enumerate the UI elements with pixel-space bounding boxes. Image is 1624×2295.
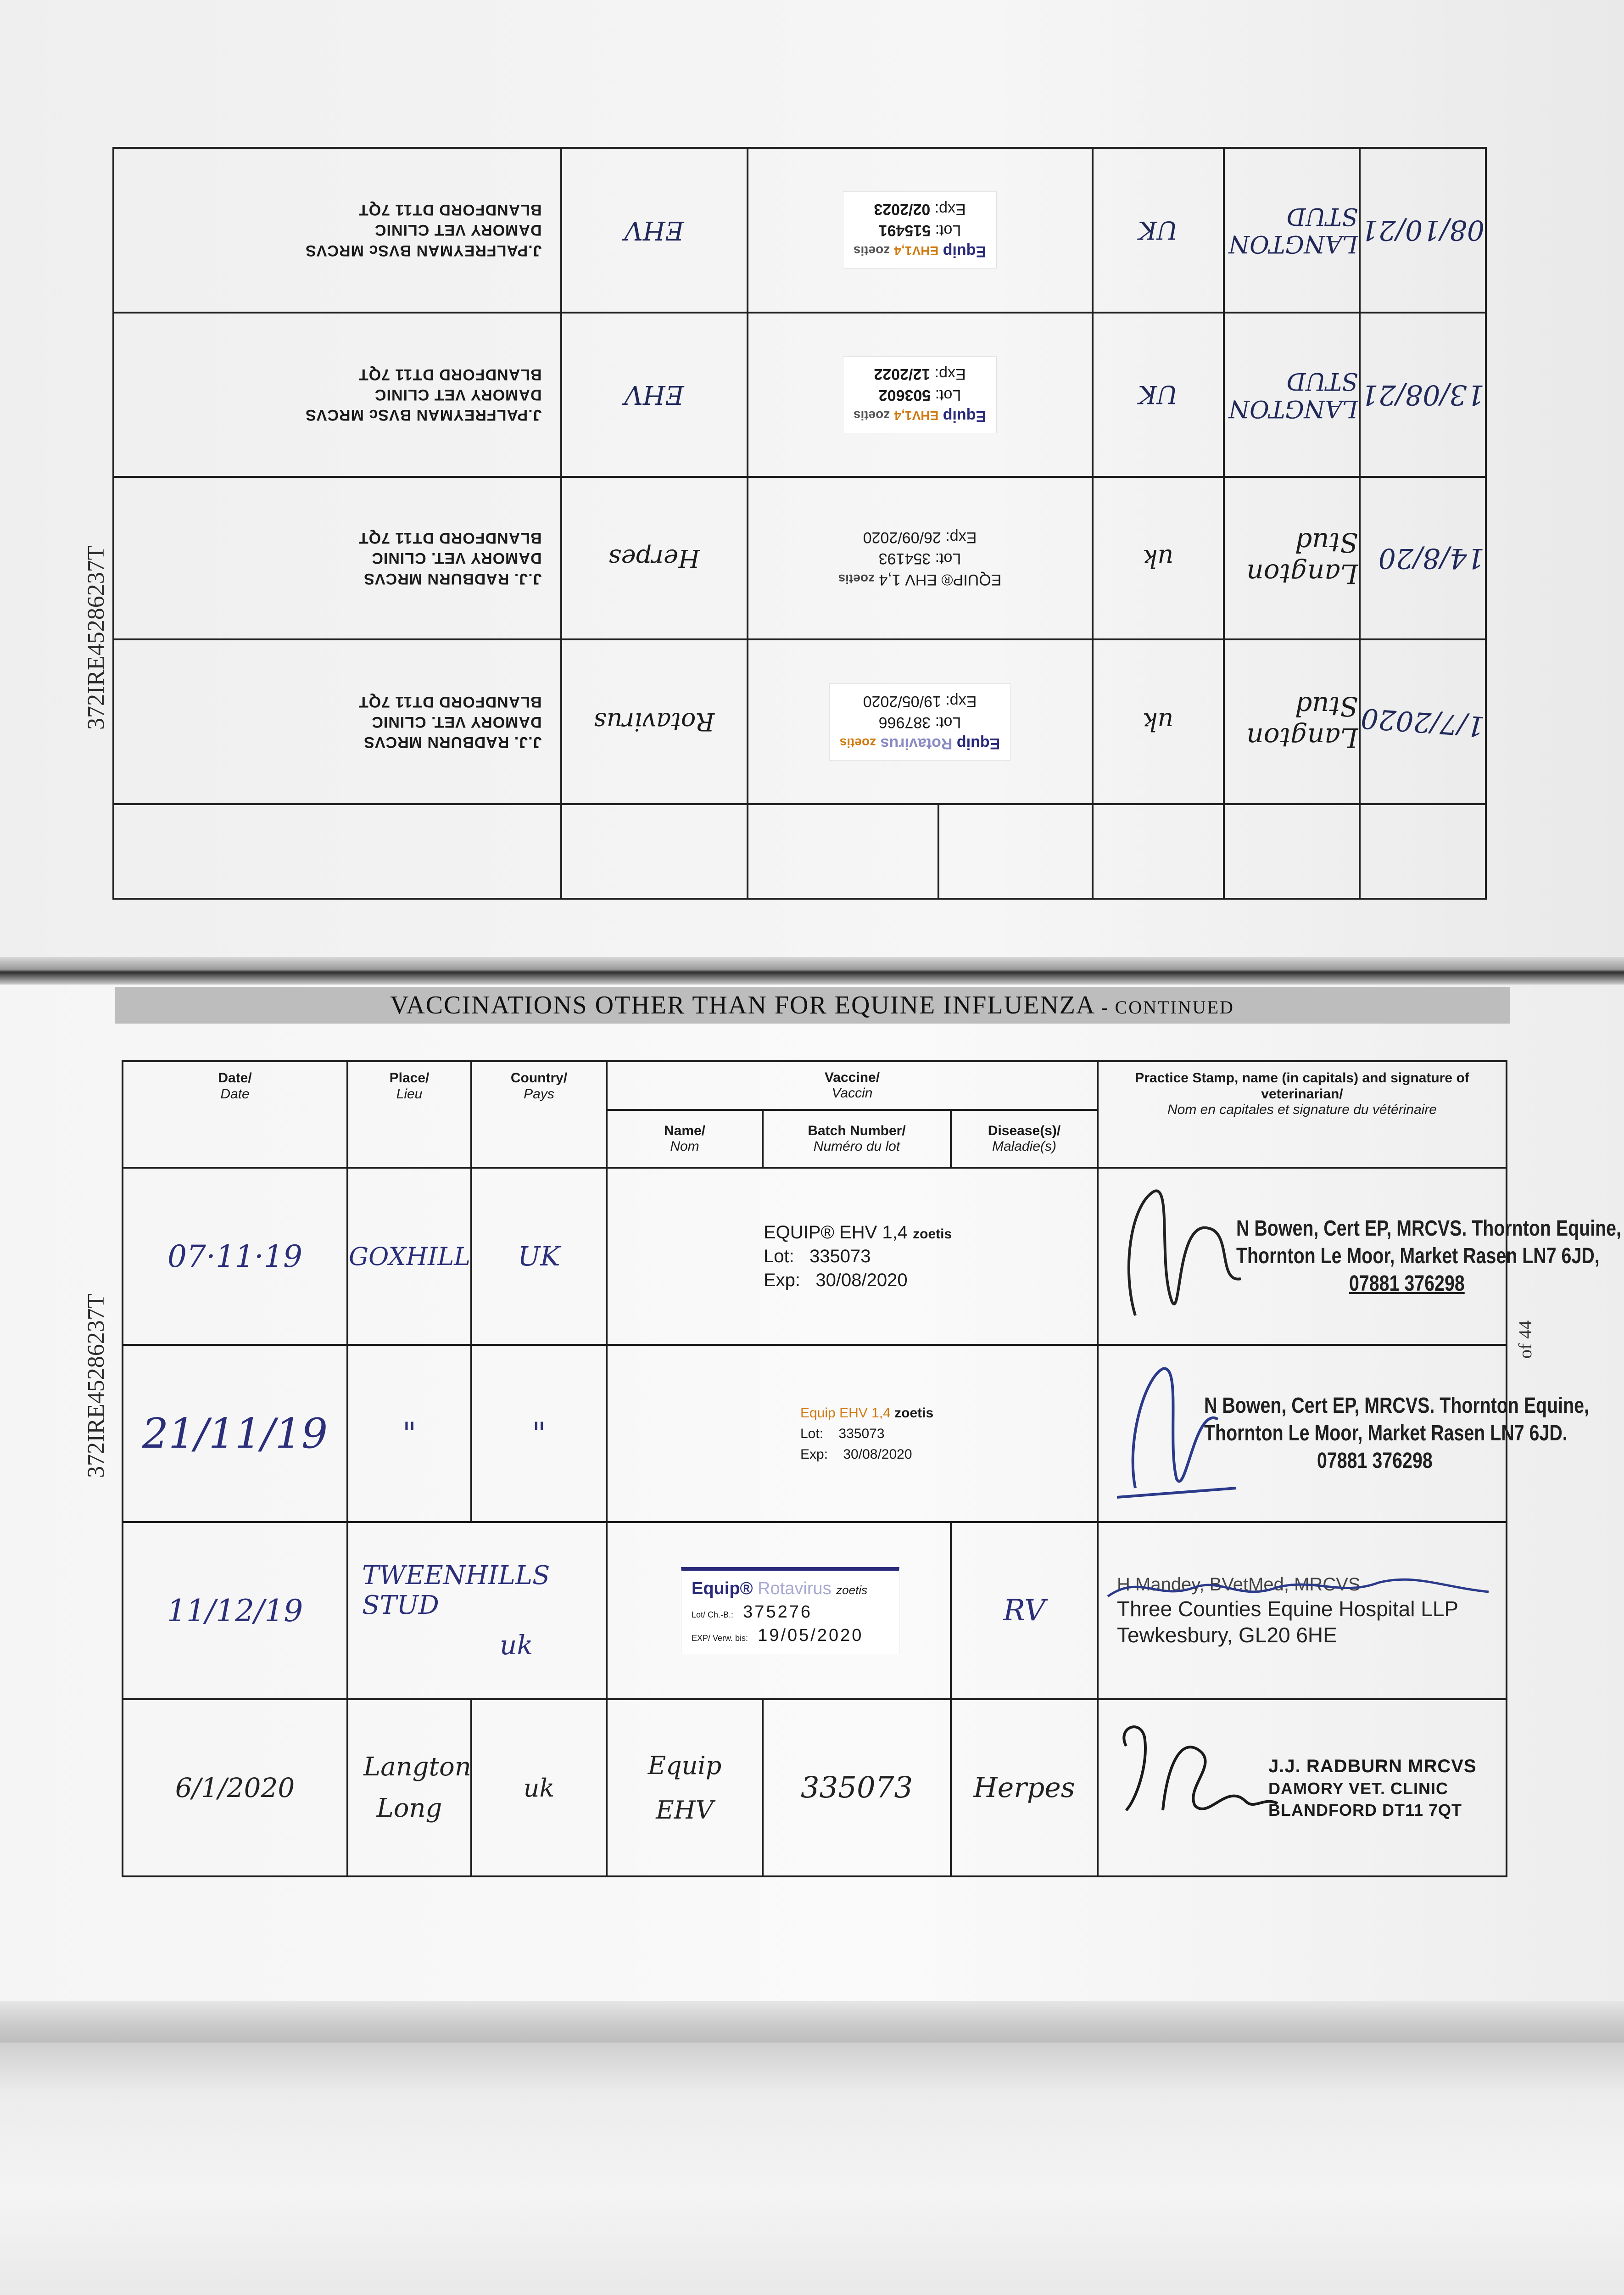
name-cell [607,1699,763,1876]
header-name-en: Name/ [664,1123,706,1138]
sticker-lot: 515491 [878,222,931,240]
faded-header-row [113,804,1486,899]
header-disease [951,1110,1098,1168]
name-value: Equip EHV [647,1751,722,1825]
header-batch [763,1110,951,1168]
header-batch-en: Batch Number/ [808,1123,906,1138]
disease-cell: Herpes [608,543,700,573]
page-edge [0,2001,1624,2043]
sticker-lot: 335073 [809,1246,871,1266]
date-cell [123,1168,347,1345]
vet-stamp-line: BLANDFORD DT11 7QT [358,529,542,547]
vaccine-sticker [764,1220,1096,1292]
table-row [113,639,1486,804]
table-row [113,477,1486,639]
header-practice-fr: Nom en capitales et signature du vétérinaire [1167,1102,1437,1117]
sticker-brand-suffix: EHV1,4 [894,244,939,258]
table-row [113,148,1486,313]
sticker-lot-label: Lot: [935,386,961,404]
sticker-lot: 375276 [743,1602,812,1622]
place-cell: LANGTON STUD [1228,367,1358,422]
table-row [123,1345,1507,1522]
country-cell: UK [1138,380,1178,409]
sticker-lot: 387966 [878,713,931,731]
sticker-exp: 12/2022 [874,365,931,383]
batch-cell [763,1699,951,1876]
vet-stamp-line: J.J. RADBURN MRCVS [363,570,542,588]
passport-id-bottom: 372IRE45286237T [83,1293,109,1478]
vaccine-cell [607,1522,951,1699]
vet-stamp-line: DAMORY VET CLINIC [374,386,542,403]
sticker-exp-label: Exp: [934,201,966,218]
sticker-brand: Equip EHV 1,4 [800,1405,891,1421]
page-gutter [0,957,1624,985]
sticker-exp: 26/09/2020 [863,529,941,547]
header-practice-en: Practice Stamp, name (in capitals) and signature of veterinarian/ [1135,1070,1469,1102]
disease-value: Herpes [973,1772,1075,1804]
vet-stamp-line: 07881 376298 [1317,1449,1433,1473]
header-row [123,1061,1507,1110]
sticker-maker: zoetis [839,735,876,750]
country-cell: uk [1142,543,1174,573]
sticker-brand: Equip [956,734,1000,752]
vet-stamp-line: DAMORY VET CLINIC [374,221,542,239]
vet-stamp-line: DAMORY VET. CLINIC [371,713,542,731]
header-vaccine-en: Vaccine/ [824,1069,880,1085]
vaccine-sticker [681,1567,899,1655]
vet-signature [1108,1709,1291,1847]
date-value: 07·11·19 [167,1238,302,1274]
header-country-fr: Pays [524,1086,554,1102]
table-row [113,313,1486,477]
sticker-maker: zoetis [836,1583,868,1597]
sticker-lot-label: Lot: [800,1426,824,1441]
sticker-exp: 19/05/2020 [758,1626,864,1646]
header-country [471,1061,607,1168]
sticker-maker: zoetis [894,1405,934,1421]
vet-stamp [115,200,542,261]
sticker-exp-label: EXP/ Verw. bis: [692,1634,748,1643]
sticker-lot: 503602 [878,386,931,404]
sticker-maker: zoetis [853,244,890,258]
country-cell [471,1168,607,1345]
sticker-brand-suffix: EHV1,4 [894,408,939,423]
sticker-maker: zoetis [853,408,890,423]
country-cell [471,1345,607,1522]
header-name-fr: Nom [670,1139,699,1154]
sticker-maker: zoetis [913,1226,952,1242]
vet-stamp-line: BLANDFORD DT11 7QT [1268,1801,1462,1819]
place-cell [347,1168,471,1345]
place-cell: LANGTON STUD [1228,202,1358,258]
vet-stamp-line: N Bowen, Cert EP, MRCVS. Thornton Equine, [1236,1216,1622,1241]
sticker-lot-label: Lot/ Ch.-B.: [692,1610,734,1619]
vet-cell [1098,1522,1507,1699]
date-cell [123,1699,347,1876]
section-title-main: VACCINATIONS OTHER THAN FOR EQUINE INFLUENZA [390,991,1094,1019]
disease-value: RV [1003,1594,1046,1628]
vaccine-cell [607,1168,1098,1345]
vet-stamp [115,528,542,589]
upside-down-vaccination-table [112,147,1487,900]
sticker-maker: zoetis [838,572,875,587]
vaccine-sticker [828,520,1012,596]
date-cell: 08/10/21 [1361,214,1484,246]
sticker-lot-label: Lot: [935,713,961,731]
sticker-exp-label: Exp: [945,529,977,547]
country-value: UK [518,1241,560,1272]
vet-stamp-line: Tewkesbury, GL20 6HE [1117,1623,1337,1647]
header-place-fr: Lieu [396,1086,423,1102]
table-row [123,1168,1507,1345]
vet-stamp-line: Thornton Le Moor, Market Rasen LN7 6JD. [1204,1421,1568,1445]
date-cell: 14/8/20 [1378,542,1484,575]
sticker-brand: Equip [943,407,987,425]
header-batch-fr: Numéro du lot [813,1139,900,1154]
country-value: uk [500,1629,533,1661]
header-disease-en: Disease(s)/ [988,1123,1061,1138]
date-value: 11/12/19 [167,1593,303,1629]
vet-stamp-line: Thornton Le Moor, Market Rasen LN7 6JD, [1236,1244,1600,1268]
vaccine-cell [607,1345,1098,1522]
sticker-exp: 30/08/2020 [815,1270,908,1290]
place-cell: Langton Stud [1246,690,1358,753]
vet-cell [1098,1345,1590,1522]
disease-cell [951,1699,1098,1876]
passport-id-top: 372IRE45286237T [83,545,109,730]
sticker-exp: 02/2023 [874,201,931,218]
date-cell [123,1345,347,1522]
sticker-lot-label: Lot: [764,1246,794,1266]
country-cell: uk [1142,707,1174,737]
vaccine-sticker [800,1403,1096,1465]
page-number: of 44 [1515,1320,1535,1359]
vaccine-sticker [843,356,997,433]
date-cell: 13/08/21 [1361,378,1484,411]
sticker-lot-label: Lot: [935,550,961,568]
sticker-brand-suffix: Rotavirus [758,1579,832,1598]
country-value: uk [523,1773,555,1802]
sticker-exp: 30/08/2020 [843,1446,912,1462]
vet-signature [1103,1569,1498,1610]
disease-cell [951,1522,1098,1699]
sticker-exp: 19/05/2020 [863,692,941,710]
place-cell [347,1699,471,1876]
vet-stamp-line: BLANDFORD DT11 7QT [358,365,542,383]
header-place-en: Place/ [389,1070,430,1086]
date-value: 21/11/19 [142,1409,328,1458]
table-row [123,1522,1507,1699]
place-cell [347,1522,607,1699]
vet-stamp-line: DAMORY VET. CLINIC [1268,1779,1449,1798]
vet-stamp-line: J.J. RADBURN MRCVS [1268,1756,1477,1777]
disease-cell: EHV [624,215,684,245]
header-date-fr: Date [220,1086,250,1102]
header-place [347,1061,471,1168]
table-row [123,1699,1507,1876]
sticker-brand: Equip® [692,1579,753,1598]
vet-stamp-line: Three Counties Equine Hospital LLP [1117,1596,1459,1621]
vaccine-sticker [843,191,997,269]
vet-stamp [115,364,542,425]
header-country-en: Country/ [510,1070,568,1086]
section-title [115,987,1510,1024]
header-practice [1098,1061,1507,1168]
place-value: GOXHILL [349,1242,471,1271]
vet-stamp [115,691,542,752]
place-value: Langton Long [363,1752,471,1823]
header-vaccine [607,1061,1098,1110]
date-value: 6/1/2020 [175,1772,295,1803]
header-name [607,1110,763,1168]
vet-stamp-line: N Bowen, Cert EP, MRCVS. Thornton Equine, [1204,1394,1590,1418]
vet-cell [1098,1699,1507,1876]
sticker-lot: 354193 [878,550,931,568]
header-vaccine-fr: Vaccin [832,1086,873,1101]
vet-stamp-line: BLANDFORD DT11 7QT [358,693,542,711]
date-cell: 1/7/2020 [1360,701,1486,743]
vet-stamp-line: J.J. RADBURN MRCVS [363,733,542,751]
header-date [123,1061,347,1168]
sticker-lot-label: Lot: [935,222,961,240]
sticker-brand: Equip [943,243,987,261]
batch-value: 335073 [800,1771,913,1805]
country-value: " [532,1416,546,1451]
disease-cell: EHV [624,380,684,410]
vet-stamp-line: H Mandey, BVetMed, MRCVS [1117,1574,1361,1595]
place-cell: Langton Stud [1246,527,1358,590]
country-cell [471,1699,607,1876]
header-disease-fr: Maladie(s) [992,1139,1057,1154]
sticker-lot: 335073 [838,1426,885,1441]
sticker-brand: EQUIP® EHV 1,4 [879,571,1002,589]
sticker-brand-suffix: Rotavirus [880,734,953,752]
disease-cell: Rotavirus [593,707,715,737]
date-cell [123,1522,347,1699]
place-cell [347,1345,471,1522]
sticker-exp-label: Exp: [764,1270,801,1290]
sticker-brand: EQUIP® EHV 1,4 [764,1222,908,1243]
sticker-exp-label: Exp: [945,692,977,710]
vet-stamp-line: DAMORY VET. CLINIC [371,549,542,567]
header-date-en: Date/ [218,1070,252,1086]
vet-stamp-line: 07881 376298 [1349,1271,1465,1296]
sticker-exp-label: Exp: [800,1446,828,1462]
vaccine-sticker [829,683,1011,761]
section-title-suffix: - CONTINUED [1101,997,1234,1018]
country-cell: UK [1138,215,1178,245]
sticker-exp-label: Exp: [934,365,966,383]
vet-stamp-line: J.PALFREYMAN BVSc MRCVS [305,241,542,259]
vet-stamp-line: BLANDFORD DT11 7QT [358,201,542,219]
place-value: TWEENHILLS STUD [362,1561,550,1620]
vet-stamp-line: J.PALFREYMAN BVSc MRCVS [305,406,542,424]
scanner-background [0,2043,1624,2295]
place-value: " [402,1416,417,1451]
